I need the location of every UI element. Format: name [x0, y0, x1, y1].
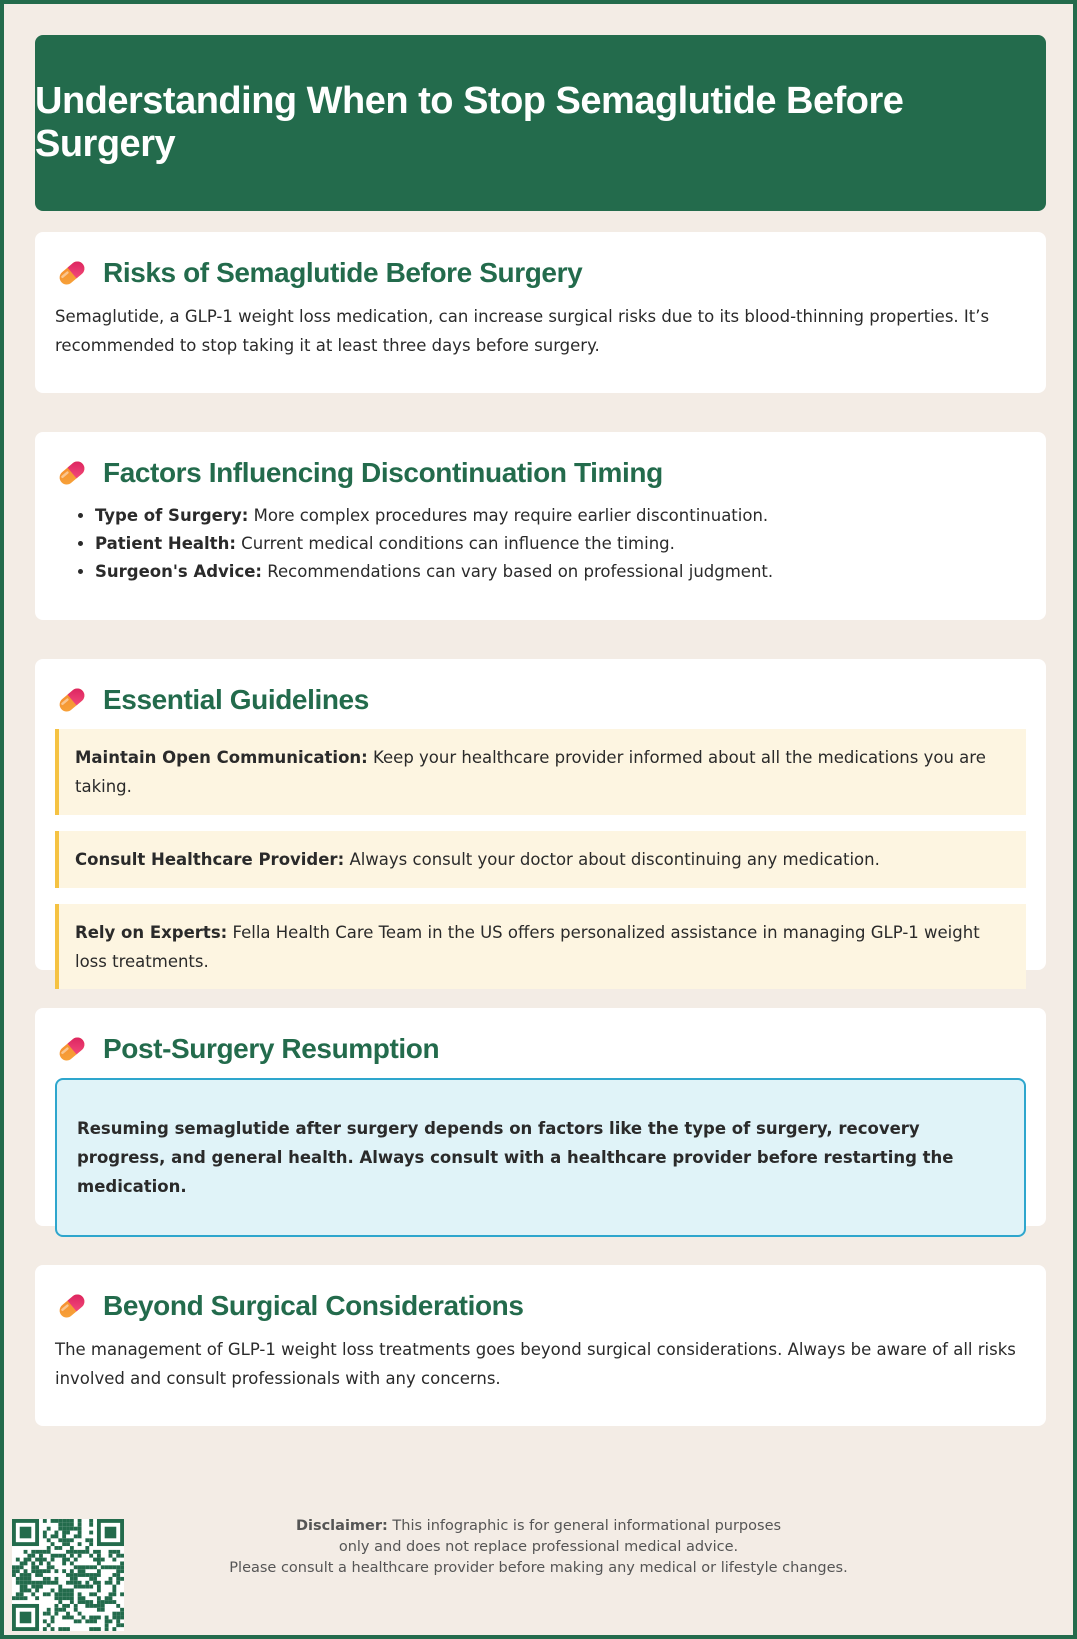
- list-item: • Patient Health: Current medical conditions can influence the timing.: [95, 530, 1026, 558]
- risks-heading: [55, 252, 1026, 294]
- factors-heading: [55, 452, 1026, 494]
- disclaimer-label: Disclaimer:: [295, 1518, 388, 1534]
- risks-title: Risks of Semaglutide Before Surgery: [103, 257, 583, 288]
- disclaimer: [4, 1516, 1073, 1579]
- pill-icon: [55, 683, 89, 717]
- guidelines-card: [35, 659, 1046, 970]
- disclaimer-line-3: Please consult a healthcare provider before making any medical or lifestyle changes.: [229, 1560, 848, 1576]
- disclaimer-line-2: only and does not replace professional medical advice.: [338, 1539, 739, 1555]
- beyond-card: [35, 1265, 1046, 1426]
- guideline-item: Consult Healthcare Provider: Always consult your doctor about discontinuing any medication.: [55, 831, 1026, 888]
- guideline-item: Rely on Experts: Fella Health Care Team in the US offers personalized assistance in managing GLP-1 weight loss treatments.: [55, 904, 1026, 989]
- pill-icon: [55, 1032, 89, 1066]
- pill-icon: [55, 256, 89, 290]
- guidelines-heading: [55, 679, 1026, 721]
- factors-title: Factors Influencing Discontinuation Timing: [103, 457, 663, 488]
- resumption-card: [35, 1008, 1046, 1226]
- factors-card: [35, 432, 1046, 620]
- beyond-heading: [55, 1285, 1026, 1327]
- list-item: • Surgeon's Advice: Recommendations can vary based on professional judgment.: [95, 558, 1026, 586]
- guidelines-title: Essential Guidelines: [103, 684, 369, 715]
- disclaimer-line-1: This infographic is for general informational purposes: [392, 1518, 782, 1534]
- beyond-text: The management of GLP-1 weight loss treatments goes beyond surgical considerations. Always be aware of all risks involved and consult professionals with any concerns.: [55, 1340, 1016, 1388]
- resumption-heading: [55, 1028, 1026, 1070]
- guideline-item: Maintain Open Communication: Keep your healthcare provider informed about all the medications you are taking.: [55, 729, 1026, 815]
- list-item: • Type of Surgery: More complex procedures may require earlier discontinuation.: [95, 502, 1026, 530]
- pill-icon: [55, 456, 89, 490]
- page-header: [35, 35, 1046, 211]
- factors-list: [55, 502, 1026, 586]
- resumption-callout: Resuming semaglutide after surgery depends on factors like the type of surgery, recovery progress, and general health. Always consult with a healthcare provider before restarting the medication.: [55, 1078, 1026, 1237]
- beyond-title: Beyond Surgical Considerations: [103, 1290, 524, 1321]
- resumption-title: Post-Surgery Resumption: [103, 1033, 440, 1064]
- page-title: Understanding When to Stop Semaglutide Before Surgery: [35, 80, 904, 165]
- risks-text: Semaglutide, a GLP-1 weight loss medication, can increase surgical risks due to its blood-thinning properties. It’s recommended to stop taking it at least three days before surgery.: [55, 307, 990, 355]
- risks-card: [35, 232, 1046, 393]
- pill-icon: [55, 1289, 89, 1323]
